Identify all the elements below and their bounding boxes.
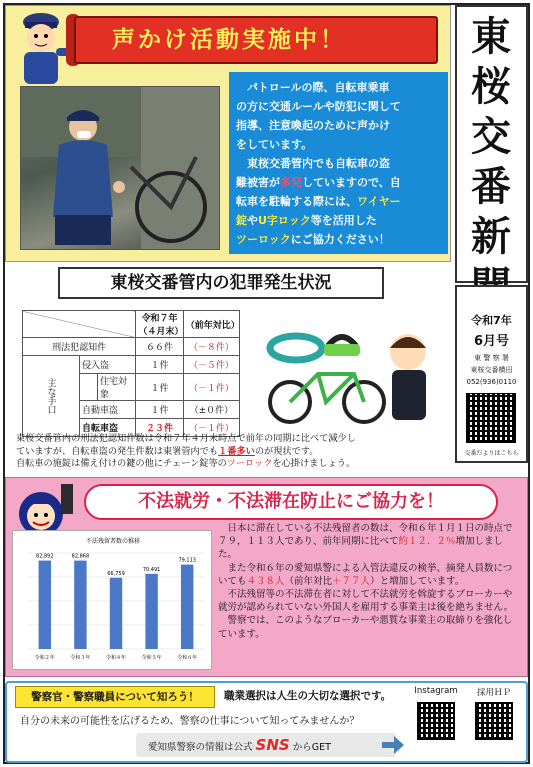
paragraph [218,562,520,588]
table-value-cell: １件 [136,374,183,401]
photo-illustration [21,87,220,250]
chart-tick-label: 令和４年 [105,655,127,661]
issue-year: 令和7年 [471,314,512,327]
text-segment: 転車を駐輪する際には、 [236,195,357,208]
paragraph [218,614,520,640]
text-segment: にご協力ください！ [290,233,390,246]
text-segment: ワイヤー [357,195,401,208]
text-segment: ４３８人 [246,575,285,587]
masthead-char: 番 [471,164,511,210]
banner-title: 声かけ活動実施中！ [112,27,346,53]
overstay-chart [12,530,212,670]
text-segment: 増加しました。 [218,536,504,561]
text-line [236,211,442,230]
chart-bar [181,565,193,649]
text-segment: ＋７７人 [332,575,371,587]
police-station-name: 東 警 察 署 [474,354,509,362]
text-segment: １番多い [218,445,255,457]
text-segment: また令和６年の愛知県警による入管法違反の検挙、摘発人員数についても [218,562,513,587]
text-line [236,116,442,135]
text-segment: パトロールの際、自転車乗車 [247,81,390,94]
chart-title: 不法残留者数の推移 [85,538,141,545]
wire-lock-icon [270,336,322,360]
koban-name: 東桜交番横田 [470,366,513,374]
illegal-work-heading: 不法就労・不法滞在防止にご協力を！ [84,484,498,520]
text-line [236,192,442,211]
table-indent-cell [80,374,98,401]
chart-tick-label: 令和６年 [177,655,198,661]
arrow-right-icon [380,734,406,756]
instagram-label: Instagram [414,686,458,696]
chart-data-label: 79,113 [178,557,196,564]
illegal-work-text [218,522,520,641]
masthead-char: 新 [471,214,511,260]
masthead-char: 東 [471,14,511,60]
chart-bar [39,561,51,649]
instagram-qr-code[interactable] [417,702,455,740]
table-side-label: 主な手口 [23,356,80,437]
koban-news-qr-code[interactable] [466,393,516,443]
paragraph [218,522,520,562]
table-diff-cell: （－８件） [183,338,239,356]
table-column-header: 令和７年 （４月末） [136,311,183,338]
table-row-label: 住宅対象 [98,374,136,401]
text-segment: 多発 [280,176,302,189]
text-segment: 難被害が [236,176,280,189]
sns-suffix: からGET [292,742,331,753]
table-diff-cell: （－５件） [183,356,239,374]
masthead-title [463,12,519,312]
recruit-hp-qr-code[interactable] [475,702,513,740]
chart-tick-label: 令和３年 [70,655,91,661]
chart-bar [110,578,122,649]
text-segment: 錠 [236,214,247,227]
text-segment: 等を活用した [310,214,377,227]
text-segment: 指導、注意喚起のために声かけ [236,119,390,132]
chart-tick-label: 令和２年 [34,655,55,661]
sns-word: SNS [255,736,290,754]
issue-month: 6月号 [473,334,510,349]
chart-data-label: 70,491 [142,566,161,573]
text-line [16,433,452,446]
paragraph [218,588,520,614]
crime-summary-text [16,433,452,471]
text-segment: や [247,214,258,227]
table-column-header: （前年対比） [183,311,239,338]
table-diff-cell: （－１件） [183,419,239,437]
chart-bar [145,574,157,649]
table-row-label: 刑法犯認知件 [23,338,136,356]
text-line [236,230,442,249]
phone-number: 052(936)0110 [466,378,517,386]
text-segment: 約１２．２％ [398,536,456,548]
sns-prefix: 愛知県警察の情報は公式 [148,742,253,753]
overstay-bar-chart [13,531,213,671]
qr-caption: 交番だよりはこちら [464,450,519,457]
crime-heading: 東桜交番管内の犯罪発生状況 [58,267,384,299]
table-row-label: 侵入盗 [80,356,136,374]
text-line [236,135,442,154]
text-segment: の方に交通ルールや防犯に関して [236,100,401,113]
text-line [236,97,442,116]
table-value-cell: １件 [136,401,183,419]
table-row-label: 自転車盗 [80,419,136,437]
text-segment: 不法残留等の不法滞在者に対して不法就労を斡旋するブローカーや就労が認められていない外国人を雇用する事業主は後を絶ちません。 [218,589,514,614]
text-segment: していますので、自 [302,176,401,189]
chart-data-label: 82,892 [36,553,54,560]
bicycle-lock-illustration [258,318,450,426]
crime-stats-table [22,310,240,437]
text-segment: U字ロック [258,214,311,227]
text-segment: を心掛けましょう。 [272,458,356,469]
table-header-row [23,311,240,338]
text-line [16,446,452,459]
masthead-char: 交 [471,114,511,160]
text-segment: ツーロック [236,233,291,246]
table-value-cell: ６６件 [136,338,183,356]
text-segment: 自転車の施錠は備え付けの鍵の他にチェーン錠等の [16,458,227,469]
text-line [236,154,442,173]
text-segment: ツーロック [226,458,273,469]
table-value-cell: １件 [136,356,183,374]
text-segment: をしています。 [236,138,313,151]
chart-data-label: 66,759 [107,570,125,577]
chart-tick-label: 令和５年 [141,655,162,661]
officer-bicycle-photo [20,86,220,250]
chart-data-label: 82,868 [71,553,90,560]
table-diff-cell: （±０件） [183,401,239,419]
text-segment: のが現状です。 [254,445,319,457]
table-row-label: 自動車盗 [80,401,136,419]
text-line [236,78,442,97]
chart-bar [74,561,86,649]
table-value-cell: ２３件 [136,419,183,437]
table-row [23,338,240,356]
text-segment: ていますが、自転車盗の発生件数は東署管内でも [16,445,219,457]
table-row [23,356,240,374]
recruitment-lead: 職業選択は人生の大切な選択です。 [224,690,392,702]
text-segment: 警察では、このようなブローカーや悪質な事業主の取締りを強化しています。 [218,615,513,640]
masthead-char: 桜 [471,64,511,110]
top-message-text [236,78,442,250]
recruitment-button[interactable]: 警察官・警察職員について知ろう！ [15,686,215,708]
text-segment: ）と増加しています。 [370,575,465,587]
text-segment: 東桜交番管内でも自転車の盗 [247,157,390,170]
police-officer-mascot [8,8,74,90]
table-corner-cell [23,311,136,338]
text-segment: 東桜交番管内の刑法犯認知件数は令和７年４月末時点で前年の同期に比べて減少し [16,433,356,444]
text-line [236,173,442,192]
recruitment-question: 自分の未来の可能性を広げるため、警察の仕事について知ってみませんか？ [20,716,360,727]
table-diff-cell: （－１件） [183,374,239,401]
text-segment: （前年対比 [284,575,333,587]
text-line [16,458,452,471]
recruit-hp-label: 採用ＨＰ [476,688,511,698]
text-segment: 日本に滞在している不法残留者の数は、令和６年１月１日の時点で７９，１１３人であり、前年同期に比べて [218,523,513,548]
sns-banner [136,733,396,757]
